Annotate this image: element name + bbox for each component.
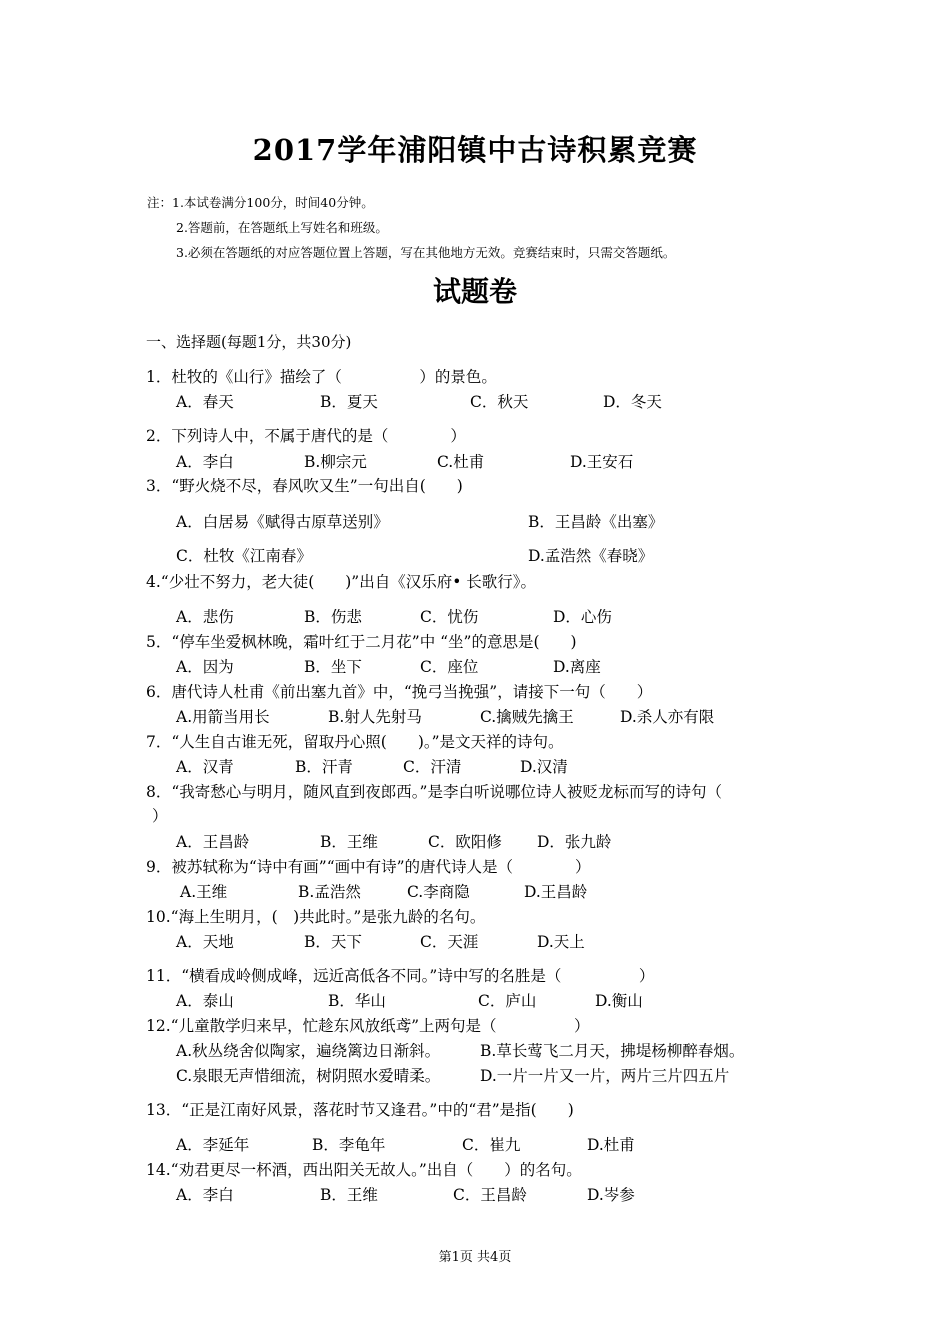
q3-option-c: C．杜牧《江南春》: [176, 547, 312, 565]
question-13: 13．“正是江南好风景，落花时节又逢君。”中的“君”是指( ): [146, 1101, 574, 1119]
q1-option-d: D．冬天: [603, 393, 662, 411]
q1-option-c: C．秋天: [470, 393, 529, 411]
section-heading: 一、选择题(每题1分，共30分): [146, 333, 352, 351]
q9-option-c: C.李商隐: [407, 883, 470, 901]
question-14: 14.“劝君更尽一杯酒，西出阳关无故人。”出自（ ）的名句。: [146, 1161, 582, 1179]
q9-option-a: A.王维: [180, 883, 228, 901]
q11-option-d: D.衡山: [595, 992, 643, 1010]
question-4: 4.“少壮不努力，老大徒( )”出自《汉乐府• 长歌行》。: [146, 573, 537, 591]
q11-option-b: B．华山: [328, 992, 386, 1010]
q4-option-a: A．悲伤: [176, 608, 234, 626]
q7-option-c: C．汗清: [403, 758, 462, 776]
q11-option-c: C．庐山: [478, 992, 537, 1010]
page-footer: 第1页 共4页: [438, 1250, 512, 1265]
q10-option-a: A．天地: [176, 933, 234, 951]
question-8-continuation: ）: [152, 807, 168, 825]
question-11: 11．“横看成岭侧成峰，远近高低各不同。”诗中写的名胜是（ ）: [146, 967, 655, 985]
q5-option-a: A．因为: [176, 658, 234, 676]
q14-option-c: C．王昌龄: [453, 1186, 527, 1204]
q9-option-d: D.王昌龄: [524, 883, 588, 901]
q12-option-c: C.泉眼无声惜细流，树阴照水爱晴柔。: [176, 1067, 441, 1085]
note-1: 注：1.本试卷满分100分，时间40分钟。: [147, 195, 374, 210]
question-10: 10.“海上生明月，( )共此时。”是张九龄的名句。: [146, 908, 486, 926]
q3-option-d: D.孟浩然《春晓》: [528, 547, 654, 565]
q8-option-c: C．欧阳修: [428, 833, 502, 851]
q8-option-b: B．王维: [320, 833, 378, 851]
q13-option-b: B．李龟年: [312, 1136, 386, 1154]
q7-option-a: A．汉青: [176, 758, 234, 776]
paper-subtitle: 试题卷: [432, 275, 517, 308]
q10-option-b: B．天下: [304, 933, 362, 951]
q3-option-b: B．王昌龄《出塞》: [528, 513, 664, 531]
q2-option-a: A．李白: [176, 453, 234, 471]
question-2: 2．下列诗人中，不属于唐代的是（ ）: [146, 427, 466, 445]
q6-option-b: B.射人先射马: [328, 708, 422, 726]
question-5: 5．“停车坐爱枫林晚，霜叶红于二月花”中 “坐”的意思是( ): [146, 633, 577, 651]
q10-option-d: D.天上: [537, 933, 585, 951]
q5-option-d: D.离座: [553, 658, 601, 676]
q3-option-a: A．白居易《赋得古原草送别》: [176, 513, 389, 531]
q1-option-a: A．春天: [176, 393, 234, 411]
question-8: 8．“我寄愁心与明月，随风直到夜郎西。”是李白听说哪位诗人被贬龙标而写的诗句（: [146, 783, 722, 801]
q13-option-a: A．李延年: [176, 1136, 250, 1154]
q4-option-c: C．忧伤: [420, 608, 479, 626]
q6-option-c: C.擒贼先擒王: [480, 708, 574, 726]
q6-option-d: D.杀人亦有限: [620, 708, 715, 726]
q12-option-a: A.秋丛绕舍似陶家，遍绕篱边日渐斜。: [176, 1042, 441, 1060]
q13-option-c: C．崔九: [462, 1136, 521, 1154]
q8-option-a: A．王昌龄: [176, 833, 250, 851]
q9-option-b: B.孟浩然: [298, 883, 361, 901]
q11-option-a: A．泰山: [176, 992, 234, 1010]
exam-title: 2017学年浦阳镇中古诗积累竞赛: [252, 133, 698, 167]
q14-option-d: D.岑参: [587, 1186, 635, 1204]
q10-option-c: C．天涯: [420, 933, 479, 951]
q5-option-c: C．座位: [420, 658, 479, 676]
q2-option-b: B.柳宗元: [304, 453, 367, 471]
q14-option-a: A．李白: [176, 1186, 234, 1204]
q6-option-a: A.用箭当用长: [176, 708, 270, 726]
q14-option-b: B．王维: [320, 1186, 378, 1204]
note-3: 3.必须在答题纸的对应答题位置上答题，写在其他地方无效。竞赛结束时，只需交答题纸。: [176, 245, 676, 260]
question-1: 1．杜牧的《山行》描绘了（ ）的景色。: [146, 368, 497, 386]
question-7: 7．“人生自古谁无死，留取丹心照( )。”是文天祥的诗句。: [146, 733, 564, 751]
q2-option-c: C.杜甫: [437, 453, 485, 471]
q4-option-d: D．心伤: [553, 608, 612, 626]
question-9: 9．被苏轼称为“诗中有画”“画中有诗”的唐代诗人是（ ）: [146, 858, 591, 876]
q2-option-d: D.王安石: [570, 453, 634, 471]
q8-option-d: D．张九龄: [537, 833, 612, 851]
q5-option-b: B．坐下: [304, 658, 362, 676]
q7-option-b: B．汗青: [295, 758, 353, 776]
question-3: 3．“野火烧不尽，春风吹又生”一句出自( ): [146, 477, 463, 495]
note-2: 2.答题前，在答题纸上写姓名和班级。: [176, 220, 388, 235]
q7-option-d: D.汉清: [520, 758, 568, 776]
question-6: 6．唐代诗人杜甫《前出塞九首》中，“挽弓当挽强”，请接下一句（ ）: [146, 683, 653, 701]
q13-option-d: D.杜甫: [587, 1136, 635, 1154]
q12-option-b: B.草长莺飞二月天，拂堤杨柳醉春烟。: [480, 1042, 745, 1060]
q12-option-d: D.一片一片又一片，两片三片四五片: [480, 1067, 730, 1085]
q4-option-b: B．伤悲: [304, 608, 362, 626]
question-12: 12.“儿童散学归来早，忙趁东风放纸鸢”上两句是（ ）: [146, 1017, 590, 1035]
q1-option-b: B．夏天: [320, 393, 378, 411]
